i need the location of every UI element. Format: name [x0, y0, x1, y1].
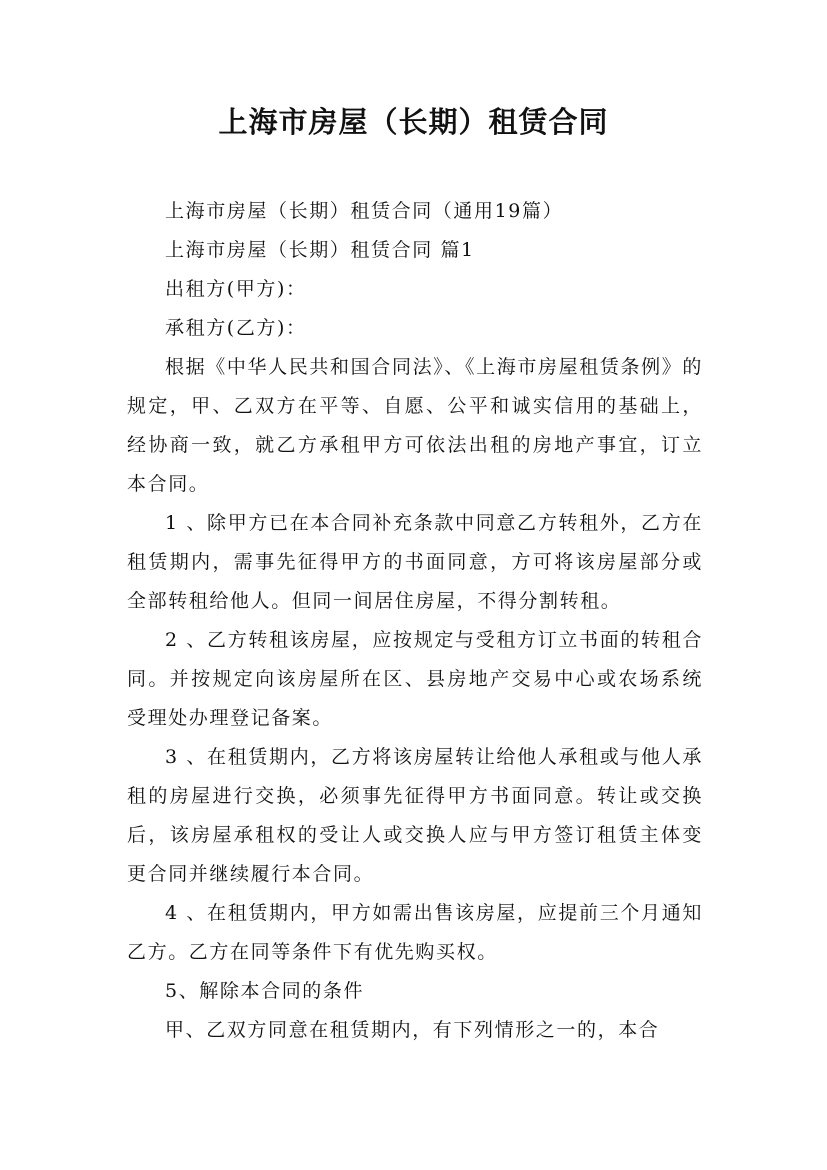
document-title: 上海市房屋（长期）租赁合同: [218, 105, 609, 139]
preamble-paragraph: 根据《中华人民共和国合同法》、《上海市房屋租赁条例》的规定，甲、乙双方在平等、自愿、公平和诚实信用的基础上，经协商一致，就乙方承租甲方可依法出租的房地产事宜，订立本合同。: [127, 356, 703, 495]
document-heading-collection: 上海市房屋（长期）租赁合同（通用19篇）: [165, 200, 564, 222]
clause-1: 1 、除甲方已在本合同补充条款中同意乙方转租外，乙方在租赁期内，需事先征得甲方的书面同意，方可将该房屋部分或全部转租给他人。但同一间居住房屋，不得分割转租。: [127, 512, 703, 612]
document-heading-article: 上海市房屋（长期）租赁合同 篇1: [165, 239, 475, 261]
clause-3: 3 、在租赁期内，乙方将该房屋转让给他人承租或与他人承租的房屋进行交换，必须事先征得甲方书面同意。转让或交换后，该房屋承租权的受让人或交换人应与甲方签订租赁主体变更合同并继续履行本合同。: [127, 746, 703, 885]
lessee-line: 承租方(乙方)：: [165, 317, 307, 339]
clause-4: 4 、在租赁期内，甲方如需出售该房屋，应提前三个月通知乙方。乙方在同等条件下有优先购买权。: [127, 902, 703, 963]
lessor-line: 出租方(甲方)：: [165, 278, 307, 300]
document-body: [127, 192, 703, 1050]
clause-5-text: 甲、乙双方同意在租赁期内，有下列情形之一的，本合: [165, 1019, 660, 1041]
clause-2: 2 、乙方转租该房屋，应按规定与受租方订立书面的转租合同。并按规定向该房屋所在区、县房地产交易中心或农场系统受理处办理登记备案。: [127, 629, 703, 729]
clause-5-heading: 5、解除本合同的条件: [165, 980, 365, 1002]
